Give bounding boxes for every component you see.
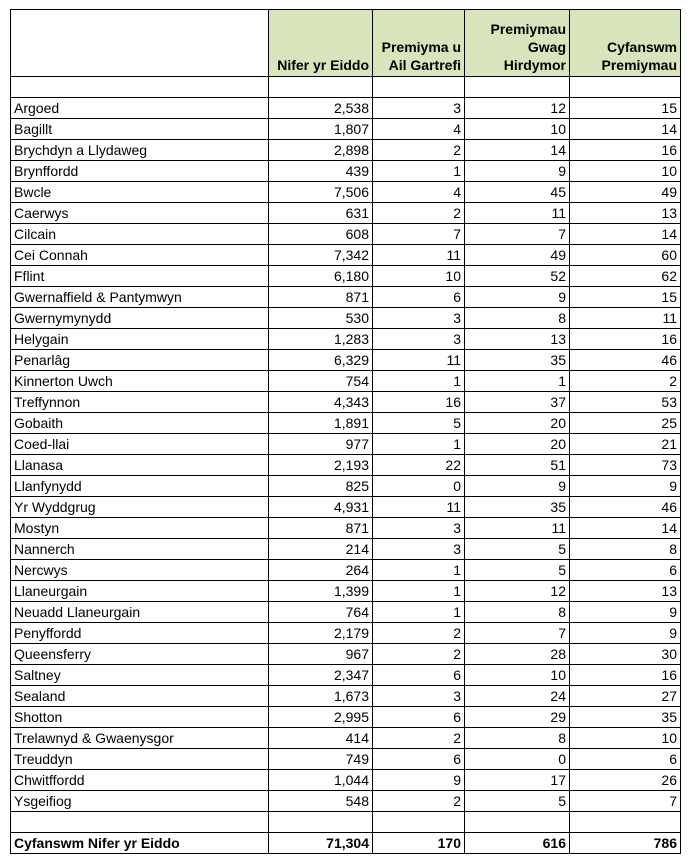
long-term-empty-cell: 35: [465, 497, 570, 518]
properties-cell: 967: [269, 644, 373, 665]
second-homes-cell: 3: [373, 539, 465, 560]
table-row: [11, 539, 681, 560]
total-premiums-cell: 9: [570, 623, 681, 644]
long-term-empty-cell: 9: [465, 287, 570, 308]
table-row: [11, 434, 681, 455]
second-homes-cell: 3: [373, 98, 465, 119]
second-homes-cell: 1: [373, 434, 465, 455]
table-row: [11, 224, 681, 245]
total-premiums-cell: 11: [570, 308, 681, 329]
long-term-empty-cell: 12: [465, 581, 570, 602]
area-name: Bagillt: [11, 119, 269, 140]
properties-cell: 1,283: [269, 329, 373, 350]
area-name: Llaneurgain: [11, 581, 269, 602]
total-premiums-cell: 46: [570, 497, 681, 518]
total-premiums-cell: 46: [570, 350, 681, 371]
second-homes-cell: 6: [373, 707, 465, 728]
table-row: [11, 560, 681, 581]
table-row: [11, 308, 681, 329]
properties-cell: 754: [269, 371, 373, 392]
table-row: [11, 707, 681, 728]
table-row: [11, 140, 681, 161]
area-name: Sealand: [11, 686, 269, 707]
total-second-homes: 170: [373, 833, 465, 854]
total-premiums-cell: 2: [570, 371, 681, 392]
second-homes-cell: 11: [373, 497, 465, 518]
long-term-empty-cell: 14: [465, 140, 570, 161]
properties-cell: 871: [269, 518, 373, 539]
properties-cell: 2,347: [269, 665, 373, 686]
header-second-homes: Premiyma u Ail Gartrefi: [373, 10, 465, 77]
table-row: [11, 602, 681, 623]
total-premiums-cell: 9: [570, 476, 681, 497]
table-row: [11, 791, 681, 812]
area-name: Nannerch: [11, 539, 269, 560]
area-name: Ysgeifiog: [11, 791, 269, 812]
table-row: [11, 497, 681, 518]
total-label: Cyfanswm Nifer yr Eiddo: [11, 833, 269, 854]
table-row: [11, 371, 681, 392]
second-homes-cell: 1: [373, 602, 465, 623]
second-homes-cell: 2: [373, 623, 465, 644]
table-row: [11, 266, 681, 287]
properties-cell: 1,673: [269, 686, 373, 707]
properties-cell: 2,995: [269, 707, 373, 728]
area-name: Brychdyn a Llydaweg: [11, 140, 269, 161]
total-premiums-cell: 13: [570, 203, 681, 224]
area-name: Llanasa: [11, 455, 269, 476]
area-name: Mostyn: [11, 518, 269, 539]
second-homes-cell: 2: [373, 728, 465, 749]
long-term-empty-cell: 20: [465, 434, 570, 455]
area-name: Fflint: [11, 266, 269, 287]
long-term-empty-cell: 5: [465, 791, 570, 812]
header-properties: Nifer yr Eiddo: [269, 10, 373, 77]
table-row: [11, 644, 681, 665]
area-name: Treffynnon: [11, 392, 269, 413]
table-row: [11, 98, 681, 119]
properties-cell: 414: [269, 728, 373, 749]
long-term-empty-cell: 0: [465, 749, 570, 770]
table-row: [11, 770, 681, 791]
total-premiums-cell: 62: [570, 266, 681, 287]
total-premiums-cell: 35: [570, 707, 681, 728]
area-name: Helygain: [11, 329, 269, 350]
total-premiums-cell: 14: [570, 518, 681, 539]
properties-cell: 977: [269, 434, 373, 455]
council-tax-premiums-table: [10, 9, 681, 854]
properties-cell: 214: [269, 539, 373, 560]
total-premiums-cell: 26: [570, 770, 681, 791]
long-term-empty-cell: 51: [465, 455, 570, 476]
properties-cell: 608: [269, 224, 373, 245]
long-term-empty-cell: 24: [465, 686, 570, 707]
table-row: [11, 749, 681, 770]
second-homes-cell: 6: [373, 665, 465, 686]
total-premiums-cell: 9: [570, 602, 681, 623]
long-term-empty-cell: 9: [465, 476, 570, 497]
long-term-empty-cell: 10: [465, 119, 570, 140]
total-premiums-cell: 10: [570, 728, 681, 749]
long-term-empty-cell: 8: [465, 602, 570, 623]
total-premiums-cell: 21: [570, 434, 681, 455]
long-term-empty-cell: 11: [465, 518, 570, 539]
second-homes-cell: 1: [373, 581, 465, 602]
second-homes-cell: 7: [373, 224, 465, 245]
properties-cell: 1,044: [269, 770, 373, 791]
total-premiums-cell: 10: [570, 161, 681, 182]
total-premiums-cell: 15: [570, 98, 681, 119]
second-homes-cell: 3: [373, 329, 465, 350]
total-premiums-cell: 8: [570, 539, 681, 560]
second-homes-cell: 3: [373, 518, 465, 539]
second-homes-cell: 11: [373, 245, 465, 266]
properties-cell: 7,342: [269, 245, 373, 266]
properties-cell: 871: [269, 287, 373, 308]
second-homes-cell: 1: [373, 371, 465, 392]
table-row: [11, 413, 681, 434]
properties-cell: 2,193: [269, 455, 373, 476]
second-homes-cell: 10: [373, 266, 465, 287]
long-term-empty-cell: 12: [465, 98, 570, 119]
table-row: [11, 518, 681, 539]
long-term-empty-cell: 11: [465, 203, 570, 224]
properties-cell: 2,179: [269, 623, 373, 644]
total-premiums-cell: 53: [570, 392, 681, 413]
empty-cell: [269, 812, 373, 833]
table-row: [11, 350, 681, 371]
second-homes-cell: 2: [373, 203, 465, 224]
properties-cell: 530: [269, 308, 373, 329]
area-name: Trelawnyd & Gwaenysgor: [11, 728, 269, 749]
empty-cell: [570, 77, 681, 98]
total-premiums-cell: 30: [570, 644, 681, 665]
empty-cell: [465, 812, 570, 833]
long-term-empty-cell: 1: [465, 371, 570, 392]
second-homes-cell: 3: [373, 308, 465, 329]
area-name: Nercwys: [11, 560, 269, 581]
empty-cell: [373, 812, 465, 833]
empty-cell: [570, 812, 681, 833]
total-premiums-cell: 14: [570, 224, 681, 245]
area-name: Queensferry: [11, 644, 269, 665]
second-homes-cell: 6: [373, 749, 465, 770]
table-row: [11, 245, 681, 266]
long-term-empty-cell: 7: [465, 224, 570, 245]
second-homes-cell: 2: [373, 140, 465, 161]
total-premiums-cell: 25: [570, 413, 681, 434]
area-name: Gobaith: [11, 413, 269, 434]
header-total-premiums: Cyfanswm Premiymau: [570, 10, 681, 77]
properties-cell: 439: [269, 161, 373, 182]
second-homes-cell: 4: [373, 182, 465, 203]
long-term-empty-cell: 28: [465, 644, 570, 665]
table-row: [11, 665, 681, 686]
second-homes-cell: 1: [373, 161, 465, 182]
properties-cell: 1,891: [269, 413, 373, 434]
area-name: Gwernymynydd: [11, 308, 269, 329]
total-premiums-cell: 6: [570, 749, 681, 770]
area-name: Penyffordd: [11, 623, 269, 644]
properties-cell: 2,898: [269, 140, 373, 161]
properties-cell: 6,329: [269, 350, 373, 371]
second-homes-cell: 6: [373, 287, 465, 308]
total-premiums-cell: 49: [570, 182, 681, 203]
long-term-empty-cell: 13: [465, 329, 570, 350]
total-row: [11, 833, 681, 854]
long-term-empty-cell: 9: [465, 161, 570, 182]
second-homes-cell: 11: [373, 350, 465, 371]
table-row: [11, 728, 681, 749]
properties-cell: 7,506: [269, 182, 373, 203]
long-term-empty-cell: 29: [465, 707, 570, 728]
total-premiums-cell: 27: [570, 686, 681, 707]
empty-cell: [465, 77, 570, 98]
total-premiums-cell: 15: [570, 287, 681, 308]
table-row: [11, 581, 681, 602]
area-name: Argoed: [11, 98, 269, 119]
area-name: Treuddyn: [11, 749, 269, 770]
long-term-empty-cell: 8: [465, 728, 570, 749]
long-term-empty-cell: 37: [465, 392, 570, 413]
second-homes-cell: 4: [373, 119, 465, 140]
properties-cell: 764: [269, 602, 373, 623]
area-name: Neuadd Llaneurgain: [11, 602, 269, 623]
table-row: [11, 455, 681, 476]
properties-cell: 631: [269, 203, 373, 224]
total-properties: 71,304: [269, 833, 373, 854]
properties-cell: 1,807: [269, 119, 373, 140]
long-term-empty-cell: 52: [465, 266, 570, 287]
second-homes-cell: 0: [373, 476, 465, 497]
properties-cell: 264: [269, 560, 373, 581]
area-name: Kinnerton Uwch: [11, 371, 269, 392]
table-row: [11, 161, 681, 182]
empty-cell: [269, 77, 373, 98]
total-premiums-cell: 6: [570, 560, 681, 581]
total-premiums-cell: 14: [570, 119, 681, 140]
long-term-empty-cell: 35: [465, 350, 570, 371]
area-name: Shotton: [11, 707, 269, 728]
area-name: Penarlâg: [11, 350, 269, 371]
second-homes-cell: 5: [373, 413, 465, 434]
area-name: Brynffordd: [11, 161, 269, 182]
long-term-empty-cell: 45: [465, 182, 570, 203]
properties-cell: 4,343: [269, 392, 373, 413]
long-term-empty-cell: 5: [465, 560, 570, 581]
properties-cell: 825: [269, 476, 373, 497]
area-name: Gwernaffield & Pantymwyn: [11, 287, 269, 308]
properties-cell: 1,399: [269, 581, 373, 602]
properties-cell: 4,931: [269, 497, 373, 518]
spacer-row-bottom: [11, 812, 681, 833]
long-term-empty-cell: 7: [465, 623, 570, 644]
long-term-empty-cell: 17: [465, 770, 570, 791]
header-area-cell: [11, 10, 269, 77]
empty-cell: [373, 77, 465, 98]
area-name: Bwcle: [11, 182, 269, 203]
spacer-row-top: [11, 77, 681, 98]
empty-cell: [11, 812, 269, 833]
area-name: Cilcain: [11, 224, 269, 245]
long-term-empty-cell: 20: [465, 413, 570, 434]
total-premiums: 786: [570, 833, 681, 854]
total-premiums-cell: 60: [570, 245, 681, 266]
table-row: [11, 476, 681, 497]
second-homes-cell: 1: [373, 560, 465, 581]
area-name: Coed-llai: [11, 434, 269, 455]
properties-cell: 2,538: [269, 98, 373, 119]
total-premiums-cell: 73: [570, 455, 681, 476]
properties-cell: 548: [269, 791, 373, 812]
area-name: Caerwys: [11, 203, 269, 224]
second-homes-cell: 2: [373, 644, 465, 665]
total-premiums-cell: 13: [570, 581, 681, 602]
area-name: Chwitffordd: [11, 770, 269, 791]
properties-cell: 6,180: [269, 266, 373, 287]
second-homes-cell: 22: [373, 455, 465, 476]
area-name: Yr Wyddgrug: [11, 497, 269, 518]
total-premiums-cell: 16: [570, 665, 681, 686]
second-homes-cell: 16: [373, 392, 465, 413]
table-row: [11, 329, 681, 350]
total-premiums-cell: 16: [570, 329, 681, 350]
table-row: [11, 392, 681, 413]
total-premiums-cell: 16: [570, 140, 681, 161]
second-homes-cell: 9: [373, 770, 465, 791]
area-name: Llanfynydd: [11, 476, 269, 497]
long-term-empty-cell: 8: [465, 308, 570, 329]
second-homes-cell: 3: [373, 686, 465, 707]
table-row: [11, 623, 681, 644]
properties-cell: 749: [269, 749, 373, 770]
area-name: Saltney: [11, 665, 269, 686]
total-long-term-empty: 616: [465, 833, 570, 854]
table-row: [11, 182, 681, 203]
long-term-empty-cell: 49: [465, 245, 570, 266]
table-row: [11, 203, 681, 224]
total-premiums-cell: 7: [570, 791, 681, 812]
header-long-term-empty: Premiymau Gwag Hirdymor: [465, 10, 570, 77]
table-row: [11, 686, 681, 707]
second-homes-cell: 2: [373, 791, 465, 812]
table-row: [11, 119, 681, 140]
area-name: Cei Connah: [11, 245, 269, 266]
long-term-empty-cell: 5: [465, 539, 570, 560]
header-row: [11, 10, 681, 77]
table-row: [11, 287, 681, 308]
empty-cell: [11, 77, 269, 98]
long-term-empty-cell: 10: [465, 665, 570, 686]
